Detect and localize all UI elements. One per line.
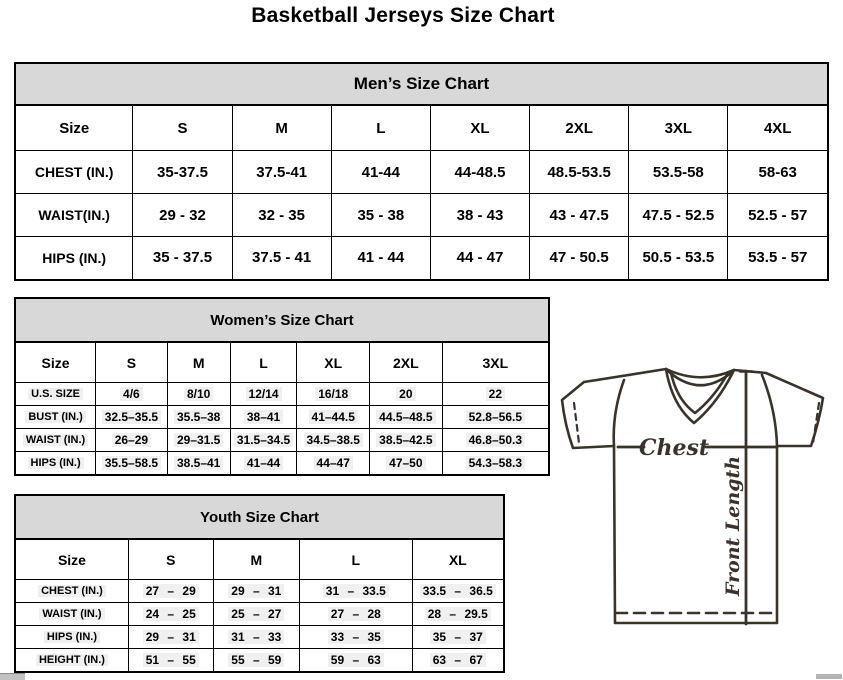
jersey-right-seam bbox=[762, 375, 777, 446]
women-size-value: 35.5–38 bbox=[167, 406, 230, 429]
women-row-label: HIPS (IN.) bbox=[15, 452, 96, 475]
youth-size-value: 29 – 31 bbox=[213, 580, 300, 603]
youth-column-header: L bbox=[300, 539, 412, 580]
men-column-header: XL bbox=[430, 105, 529, 151]
men-column-header: 3XL bbox=[629, 105, 728, 151]
youth-size-value: 51 – 55 bbox=[128, 649, 213, 672]
men-table-row bbox=[15, 237, 828, 280]
women-size-value: 26–29 bbox=[96, 429, 168, 452]
men-table-row bbox=[15, 194, 828, 237]
youth-column-header: M bbox=[213, 539, 300, 580]
men-size-value: 43 - 47.5 bbox=[530, 194, 629, 237]
mens-size-table bbox=[14, 62, 829, 281]
men-size-value: 58-63 bbox=[728, 151, 828, 194]
youth-size-value: 33 – 35 bbox=[300, 626, 412, 649]
men-size-value: 52.5 - 57 bbox=[728, 194, 828, 237]
women-table-row bbox=[15, 383, 549, 406]
men-size-value: 53.5 - 57 bbox=[728, 237, 828, 280]
women-size-value: 35.5–58.5 bbox=[96, 452, 168, 475]
men-table-row bbox=[15, 151, 828, 194]
horizontal-scrollbar-fragment-right[interactable] bbox=[816, 674, 842, 679]
youth-column-header: S bbox=[128, 539, 213, 580]
women-column-header: 3XL bbox=[442, 342, 549, 383]
women-size-value: 38.5–41 bbox=[167, 452, 230, 475]
men-row-label: HIPS (IN.) bbox=[15, 237, 133, 280]
men-size-header: Size bbox=[15, 105, 133, 151]
men-size-value: 37.5-41 bbox=[232, 151, 331, 194]
youth-table-row bbox=[15, 603, 504, 626]
women-size-value: 41–44.5 bbox=[297, 406, 370, 429]
youth-table-row bbox=[15, 649, 504, 672]
women-size-value: 22 bbox=[442, 383, 549, 406]
men-column-header: L bbox=[331, 105, 430, 151]
men-size-value: 48.5-53.5 bbox=[530, 151, 629, 194]
youth-row-label: HIPS (IN.) bbox=[15, 626, 128, 649]
men-size-header-row bbox=[15, 105, 828, 151]
men-size-value: 53.5-58 bbox=[629, 151, 728, 194]
men-column-header: M bbox=[232, 105, 331, 151]
men-size-value: 38 - 43 bbox=[430, 194, 529, 237]
women-column-header: S bbox=[96, 342, 168, 383]
women-column-header: L bbox=[230, 342, 297, 383]
women-column-header: M bbox=[167, 342, 230, 383]
women-size-value: 52.8–56.5 bbox=[442, 406, 549, 429]
men-size-value: 50.5 - 53.5 bbox=[629, 237, 728, 280]
youth-row-label: WAIST (IN.) bbox=[15, 603, 128, 626]
youth-table-row bbox=[15, 626, 504, 649]
men-size-value: 35 - 37.5 bbox=[133, 237, 232, 280]
women-column-header: 2XL bbox=[370, 342, 443, 383]
youth-size-value: 63 – 67 bbox=[412, 649, 504, 672]
men-column-header: 4XL bbox=[728, 105, 828, 151]
youth-size-header: Size bbox=[15, 539, 128, 580]
women-size-header: Size bbox=[15, 342, 96, 383]
youth-table-title: Youth Size Chart bbox=[15, 495, 504, 539]
youth-size-header-row bbox=[15, 539, 504, 580]
women-size-value: 12/14 bbox=[230, 383, 297, 406]
youth-size-table bbox=[14, 494, 505, 673]
men-size-value: 41 - 44 bbox=[331, 237, 430, 280]
men-row-label: WAIST(IN.) bbox=[15, 194, 133, 237]
women-size-value: 31.5–34.5 bbox=[230, 429, 297, 452]
left-cuff-dashed-line bbox=[574, 403, 579, 443]
women-size-value: 44–47 bbox=[297, 452, 370, 475]
jersey-measurement-diagram-icon bbox=[556, 358, 843, 679]
jersey-outline bbox=[562, 369, 823, 623]
youth-size-value: 59 – 63 bbox=[300, 649, 412, 672]
youth-size-value: 27 – 29 bbox=[128, 580, 213, 603]
women-size-value: 46.8–50.3 bbox=[442, 429, 549, 452]
women-table-row bbox=[15, 406, 549, 429]
men-size-value: 41-44 bbox=[331, 151, 430, 194]
men-size-value: 47.5 - 52.5 bbox=[629, 194, 728, 237]
women-column-header: XL bbox=[297, 342, 370, 383]
women-size-header-row bbox=[15, 342, 549, 383]
women-size-value: 4/6 bbox=[96, 383, 168, 406]
page-title: Basketball Jerseys Size Chart bbox=[251, 4, 555, 27]
youth-row-label: HEIGHT (IN.) bbox=[15, 649, 128, 672]
youth-size-value: 31 – 33.5 bbox=[300, 580, 412, 603]
women-size-value: 47–50 bbox=[370, 452, 443, 475]
women-size-value: 41–44 bbox=[230, 452, 297, 475]
women-size-value: 54.3–58.3 bbox=[442, 452, 549, 475]
youth-size-value: 24 – 25 bbox=[128, 603, 213, 626]
men-column-header: S bbox=[133, 105, 232, 151]
men-table-title: Men’s Size Chart bbox=[15, 63, 828, 105]
women-table-row bbox=[15, 452, 549, 475]
women-row-label: WAIST (IN.) bbox=[15, 429, 96, 452]
womens-size-table bbox=[14, 297, 550, 476]
men-size-value: 32 - 35 bbox=[232, 194, 331, 237]
women-size-value: 38.5–42.5 bbox=[370, 429, 443, 452]
women-size-value: 38–41 bbox=[230, 406, 297, 429]
women-size-value: 44.5–48.5 bbox=[370, 406, 443, 429]
youth-size-value: 29 – 31 bbox=[128, 626, 213, 649]
men-size-value: 44-48.5 bbox=[430, 151, 529, 194]
men-row-label: CHEST (IN.) bbox=[15, 151, 133, 194]
women-size-value: 20 bbox=[370, 383, 443, 406]
youth-size-value: 33.5 – 36.5 bbox=[412, 580, 504, 603]
youth-size-value: 31 – 33 bbox=[213, 626, 300, 649]
youth-size-value: 27 – 28 bbox=[300, 603, 412, 626]
women-size-value: 8/10 bbox=[167, 383, 230, 406]
women-row-label: U.S. SIZE bbox=[15, 383, 96, 406]
men-size-value: 29 - 32 bbox=[133, 194, 232, 237]
men-size-value: 37.5 - 41 bbox=[232, 237, 331, 280]
youth-column-header: XL bbox=[412, 539, 504, 580]
women-size-value: 32.5–35.5 bbox=[96, 406, 168, 429]
youth-size-value: 28 – 29.5 bbox=[412, 603, 504, 626]
youth-size-value: 55 – 59 bbox=[213, 649, 300, 672]
men-size-value: 47 - 50.5 bbox=[530, 237, 629, 280]
women-row-label: BUST (IN.) bbox=[15, 406, 96, 429]
men-size-value: 35-37.5 bbox=[133, 151, 232, 194]
front-length-label: Front Length bbox=[722, 455, 744, 597]
women-table-row bbox=[15, 429, 549, 452]
jersey-left-seam bbox=[614, 380, 624, 446]
women-size-value: 34.5–38.5 bbox=[297, 429, 370, 452]
women-table-title: Women’s Size Chart bbox=[15, 298, 549, 342]
youth-table-row bbox=[15, 580, 504, 603]
men-size-value: 44 - 47 bbox=[430, 237, 529, 280]
women-size-value: 29–31.5 bbox=[167, 429, 230, 452]
chest-label: Chest bbox=[638, 435, 710, 461]
women-size-value: 16/18 bbox=[297, 383, 370, 406]
youth-size-value: 35 – 37 bbox=[412, 626, 504, 649]
men-size-value: 35 - 38 bbox=[331, 194, 430, 237]
youth-row-label: CHEST (IN.) bbox=[15, 580, 128, 603]
youth-size-value: 25 – 27 bbox=[213, 603, 300, 626]
men-column-header: 2XL bbox=[530, 105, 629, 151]
